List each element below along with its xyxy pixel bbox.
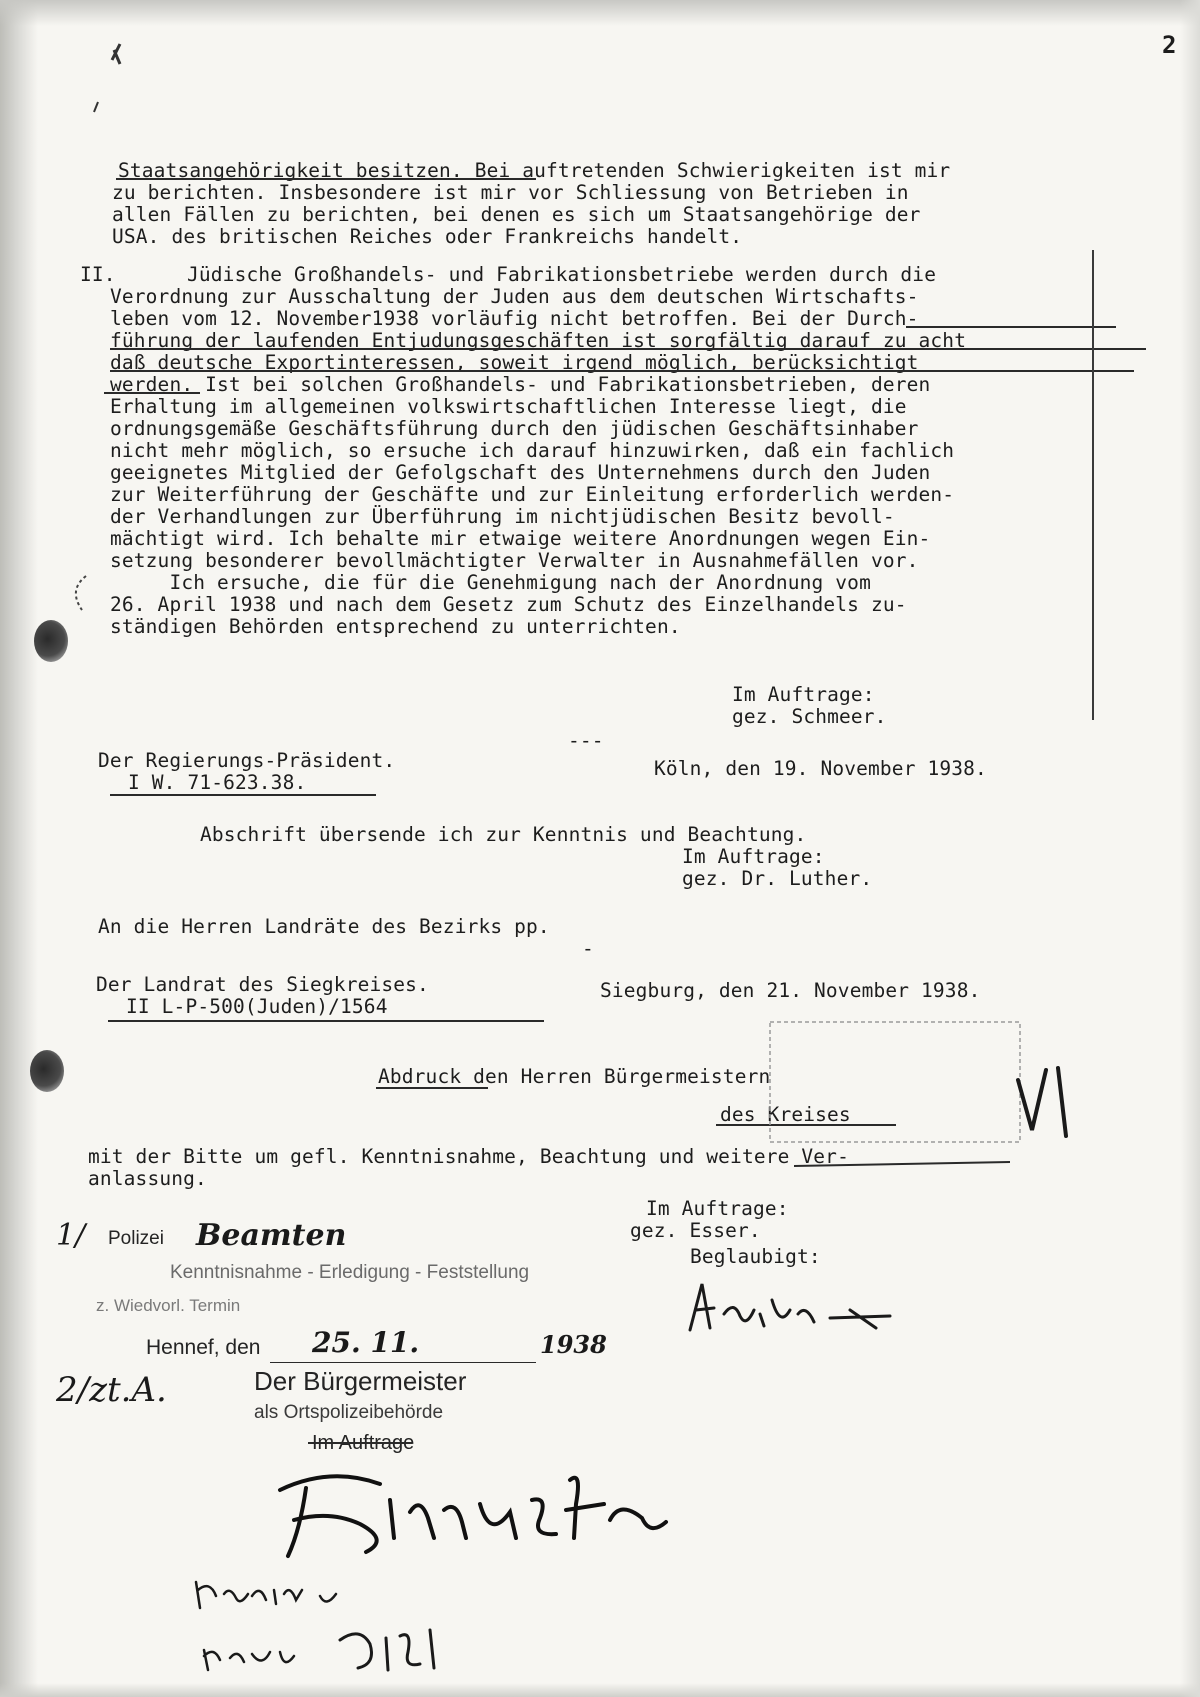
text-line: nicht mehr möglich, so ersuche ich darauf hinzuwirken, daß ein fachlich <box>110 439 955 462</box>
place-date-koeln: Köln, den 19. November 1938. <box>654 757 987 780</box>
place-date-siegburg: Siegburg, den 21. November 1938. <box>600 979 981 1002</box>
separator: - <box>582 937 594 960</box>
text-line: ständigen Behörden entsprechend zu unterrichten. <box>110 615 681 638</box>
text-line: setzung besonderer bevollmächtigter Verwalter in Ausnahmefällen vor. <box>110 549 919 572</box>
underline-entjudung <box>110 348 1146 350</box>
text-line: mächtigt wird. Ich behalte mir etwaige weitere Anordnungen wegen Ein- <box>110 527 931 550</box>
signature-title: Im Auftrage: <box>682 845 825 868</box>
signature-name: gez. Esser. <box>630 1219 761 1242</box>
stamp-polizei: Polizei <box>108 1228 164 1249</box>
underline-staatsangehoerigkeit <box>116 178 536 180</box>
text-line: Erhaltung im allgemeinen volkswirtschaftlichen Interesse liegt, die <box>110 395 907 418</box>
text-line: leben vom 12. November1938 vorläufig nicht betroffen. Bei der Durch- <box>110 307 919 330</box>
text-line: geeignetes Mitglied der Gefolgschaft des Unternehmens durch den Juden <box>110 461 931 484</box>
stamp-margin-mark: 1/ <box>56 1218 86 1253</box>
stamp-polizei-hand: Beamten <box>196 1218 347 1253</box>
text-line: anlassung. <box>88 1167 207 1190</box>
stamp-kenntnisnahme: Kenntnisnahme - Erledigung - Feststellung <box>170 1262 530 1283</box>
recipient-landraete: An die Herren Landräte des Bezirks pp. <box>98 915 550 938</box>
separator: --- <box>568 729 604 752</box>
margin-line <box>1092 250 1094 720</box>
reference-underline <box>110 794 376 796</box>
stamp-im-auftrage-strike <box>308 1442 412 1444</box>
text-line: USA. des britischen Reiches oder Frankreichs handelt. <box>112 225 743 248</box>
text-line: zu berichten. Insbesondere ist mir vor Schliessung von Betrieben in <box>112 181 909 204</box>
text-line: ordnungsgemäße Geschäftsführung durch den jüdischen Geschäftsinhaber <box>110 417 919 440</box>
zdA-note: 2/zt.A. <box>56 1370 167 1410</box>
corner-pen-marks <box>90 40 150 120</box>
stamp-year: 1938 <box>540 1330 607 1359</box>
handwritten-initials <box>1010 1060 1090 1150</box>
text-line: mit der Bitte um gefl. Kenntnisnahme, Beachtung und weitere Ver- <box>88 1145 849 1168</box>
page-number: 2 <box>1162 31 1177 59</box>
reference-number: II L-P-500(Juden)/1564 <box>126 995 388 1018</box>
sender-landrat: Der Landrat des Siegkreises. <box>96 973 429 996</box>
stamp-date-underline <box>270 1362 536 1363</box>
signature-title: Im Auftrage: <box>646 1197 789 1220</box>
text-line: der Verhandlungen zur Überführung im nichtjüdischen Besitz bevoll- <box>110 505 895 528</box>
signature-name: gez. Schmeer. <box>732 705 887 728</box>
text-line: Verordnung zur Ausschaltung der Juden aus dem deutschen Wirtschafts- <box>110 285 919 308</box>
text-line: zur Weiterführung der Geschäfte und zur Einleitung erforderlich werden- <box>110 483 955 506</box>
sender-regierungs-praesident: Der Regierungs-Präsident. <box>98 749 396 772</box>
underline-durchfuehrung <box>906 326 1116 328</box>
text-line: II. Jüdische Großhandels- und Fabrikationsbetriebe werden durch die <box>80 263 937 286</box>
scan-shadow-left <box>0 0 38 1697</box>
scan-shadow-right <box>1180 0 1200 1697</box>
scan-shadow-bottom <box>0 1683 1200 1697</box>
stamp-ortspolizeibehoerde: als Ortspolizeibehörde <box>254 1402 444 1423</box>
des-kreises: des Kreises <box>720 1103 851 1126</box>
stamp-date-prefix: Hennef, den <box>146 1336 261 1359</box>
stamp-buergermeister: Der Bürgermeister <box>254 1366 467 1396</box>
text-line: allen Fällen zu berichten, bei denen es sich um Staatsangehörige der <box>112 203 921 226</box>
abschrift-text: Abschrift übersende ich zur Kenntnis und Beachtung. <box>200 823 807 846</box>
handwritten-kenntnis-note <box>190 1560 450 1680</box>
reference-underline <box>108 1020 544 1022</box>
margin-bracket-mark <box>60 570 110 620</box>
stamp-date-hand: 25. 11. <box>312 1326 420 1359</box>
text-line: daß deutsche Exportinteressen, soweit irgend möglich, berücksichtigt <box>110 351 919 374</box>
underline-abdruck <box>376 1087 488 1089</box>
punch-hole-lower <box>30 1050 64 1092</box>
faint-received-stamp <box>760 1010 1040 1160</box>
underline-exportinteressen <box>110 370 1134 372</box>
scan-shadow-top <box>0 0 1200 26</box>
underline-werden <box>104 392 200 394</box>
text-line: werden. Ist bei solchen Großhandels- und Fabrikationsbetrieben, deren <box>110 373 931 396</box>
text-line: führung der laufenden Entjudungsgeschäften ist sorgfältig darauf zu acht <box>110 329 967 352</box>
text-line: 26. April 1938 und nach dem Gesetz zum Schutz des Einzelhandels zu- <box>110 593 907 616</box>
stamp-wiedervorlage: z. Wiedvorl. Termin <box>96 1296 241 1315</box>
signature-title: Im Auftrage: <box>732 683 875 706</box>
text-line: Staatsangehörigkeit besitzen. Bei auftretenden Schwierigkeiten ist mir <box>118 159 951 182</box>
reference-number: I W. 71-623.38. <box>128 771 307 794</box>
signature-name: gez. Dr. Luther. <box>682 867 873 890</box>
beglaubigt-signature <box>680 1270 920 1350</box>
text-line: Ich ersuche, die für die Genehmigung nach der Anordnung vom <box>110 571 871 594</box>
abdruck-line: Abdruck den Herren Bürgermeistern <box>378 1065 771 1088</box>
punch-hole-upper <box>34 620 68 662</box>
beglaubigt-label: Beglaubigt: <box>690 1245 821 1268</box>
mayor-signature <box>270 1460 690 1570</box>
stamp-im-auftrage: Im Auftrage <box>312 1432 415 1454</box>
